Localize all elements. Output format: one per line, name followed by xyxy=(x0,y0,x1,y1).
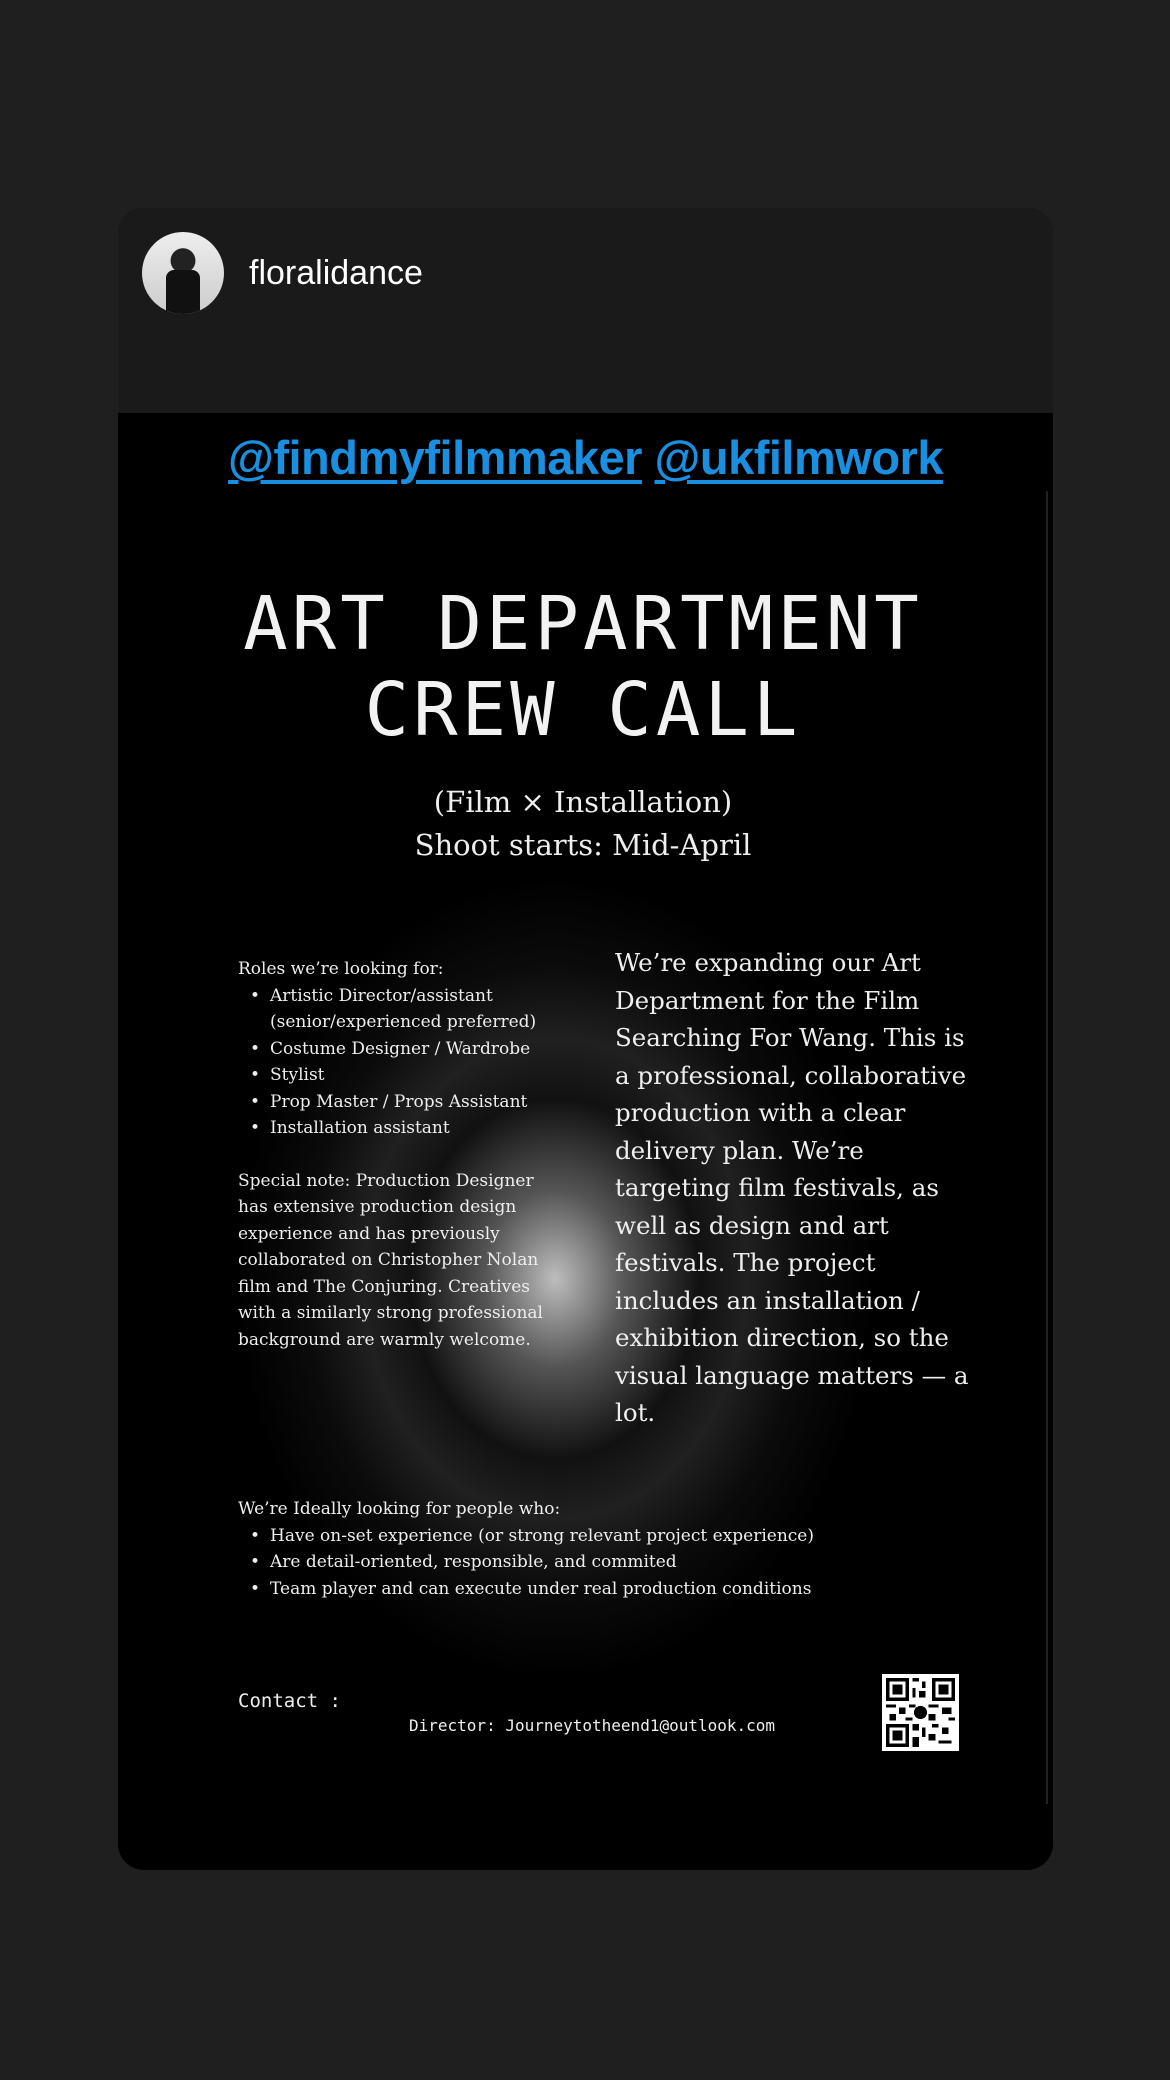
story-card xyxy=(118,208,1053,1870)
project-description: We’re expanding our Art Department for the Film Searching For Wang. This is a professional, collaborative production with a clear delivery plan. We’re targeting film festivals, as well as design and art festivals. The project includes an installation / exhibition direction, so the visual language matters — a lot. xyxy=(615,948,969,1427)
roles-section xyxy=(238,956,568,1353)
subtitle-line: (Film × Installation) xyxy=(433,785,733,819)
role-item: • Costume Designer / Wardrobe xyxy=(238,1036,568,1063)
special-note: Special note: Production Designer has extensive production design experience and has previously collaborated on Christopher Nolan film and The Conjuring. Creatives with a similarly strong professional background are warmly welcome. xyxy=(238,1170,543,1350)
roles-heading: Roles we’re looking for: xyxy=(238,959,444,979)
ideal-heading: We’re Ideally looking for people who: xyxy=(238,1499,561,1519)
username[interactable]: floralidance xyxy=(249,254,423,292)
role-item: • Installation assistant xyxy=(238,1115,568,1142)
role-item: • Stylist xyxy=(238,1062,568,1089)
role-item: • Prop Master / Props Assistant xyxy=(238,1089,568,1116)
crew-call-poster xyxy=(120,491,1048,1804)
director-contact: Director: Journeytotheend1@outlook.com xyxy=(409,1716,776,1735)
poster-subtitle xyxy=(120,781,1046,867)
avatar[interactable] xyxy=(142,232,224,314)
subtitle-line: Shoot starts: Mid-April xyxy=(414,828,752,862)
qr-code-icon xyxy=(882,1674,959,1751)
role-item: • Artistic Director/assistant (senior/experienced preferred) xyxy=(238,983,568,1036)
ideal-item: • Team player and can execute under real production conditions xyxy=(238,1576,938,1603)
title-line: ART DEPARTMENT xyxy=(243,581,923,667)
mentions xyxy=(118,430,1053,485)
story-header xyxy=(118,208,1053,413)
poster-title xyxy=(120,581,1046,753)
title-line: CREW CALL xyxy=(364,667,802,753)
mention-ukfilmwork[interactable]: @ukfilmwork xyxy=(654,431,943,484)
contact-label: Contact : xyxy=(238,1690,341,1712)
ideal-item: • Have on-set experience (or strong relevant project experience) xyxy=(238,1523,938,1550)
ideal-section xyxy=(238,1496,938,1602)
mention-findmyfilmmaker[interactable]: @findmyfilmmaker xyxy=(228,431,642,484)
ideal-item: • Are detail-oriented, responsible, and commited xyxy=(238,1549,938,1576)
